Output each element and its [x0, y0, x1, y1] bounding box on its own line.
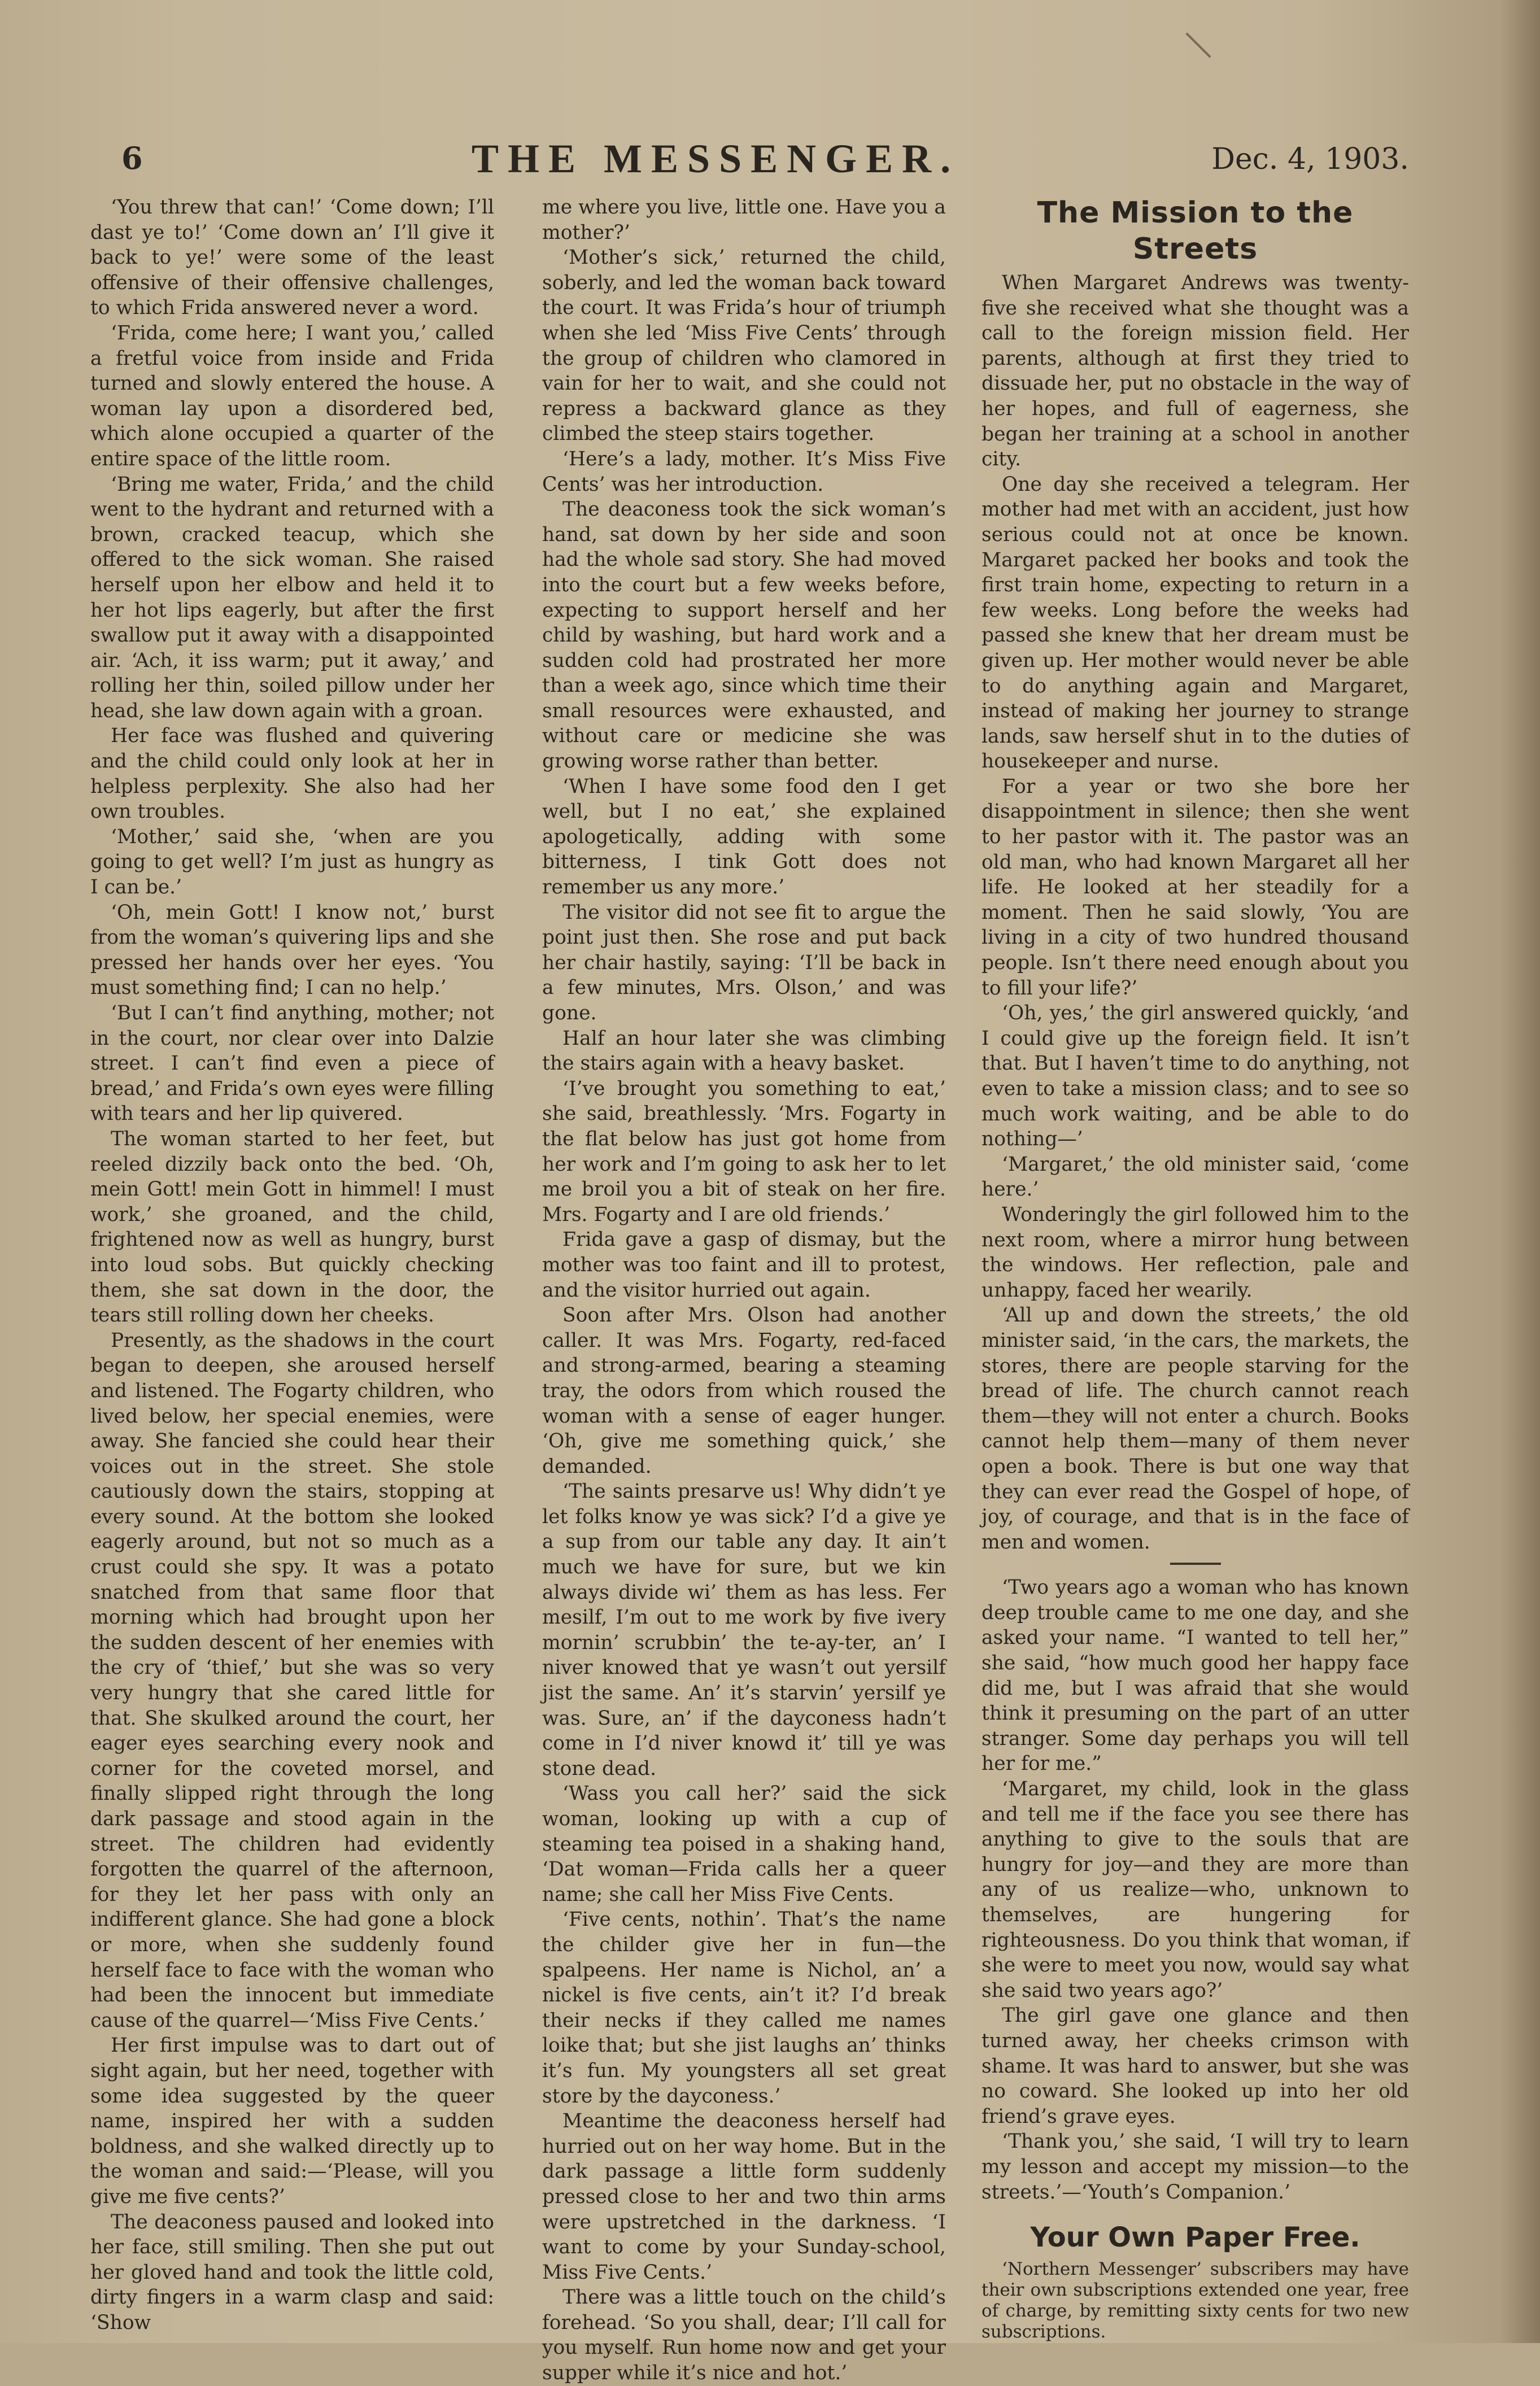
paragraph: Her first impulse was to dart out of sight again, but her need, together with some idea suggested by the queer name, inspired her with a sudden boldness, and she walked directly up to the woman and said:—‘Please, will you give me five cents?’ — [90, 2034, 494, 2208]
paragraph: ‘Frida, come here; I want you,’ called a fretful voice from inside and Frida turned and slowly entered the house. A woman lay upon a disordered bed, which alone occupied a quarter of the entire space of the little room. — [90, 321, 494, 470]
paragraph: For a year or two she bore her disappointment in silence; then she went to her pastor with it. The pastor was an old man, who had known Margaret all her life. He looked at her steadily for a moment. Then he said slowly, ‘You are living in a city of two hundred thousand people. Isn’t there need enough about you to fill your life?’ — [981, 775, 1409, 1000]
paragraph: The woman started to her feet, but reeled dizzily back onto the bed. ‘Oh, mein Gott! mein Gott in himmel! I must work,’ she groaned, and the child, frightened now as well as hungry, burst into loud sobs. But quickly checking them, she sat down in the door, the tears still rolling down her cheeks. — [90, 1127, 494, 1327]
paper-scratch-mark — [1185, 32, 1211, 58]
paragraph: ‘Bring me water, Frida,’ and the child went to the hydrant and returned with a brown, cracked teacup, which she offered to the sick woman. She raised herself upon her elbow and held it to her hot lips eagerly, but after the first swallow put it away with a disappointed air. ‘Ach, it iss warm; put it away,’ and rolling her thin, soiled pillow under her head, she law down again with a groan. — [90, 473, 494, 722]
paragraph: Frida gave a gasp of dismay, but the mother was too faint and ill to protest, and the visitor hurried out again. — [542, 1228, 946, 1302]
article-title: The Mission to the Streets — [1037, 196, 1354, 266]
paragraph: The visitor did not see fit to argue the point just then. She rose and put back her chair hastily, saying: ‘I’ll be back in a few minutes, Mrs. Olson,’ and was gone. — [542, 901, 946, 1024]
paragraph: Soon after Mrs. Olson had another caller. It was Mrs. Fogarty, red-faced and strong-armed, bearing a steaming tray, the odors from which roused the woman with a sense of eager hunger. ‘Oh, give me something quick,’ she demanded. — [542, 1304, 946, 1478]
paragraph: ‘Oh, mein Gott! I know not,’ burst from the woman’s quivering lips and she pressed her hands over her eyes. ‘You must something find; I can no help.’ — [90, 901, 494, 1000]
paragraph: ‘Margaret, my child, look in the glass and tell me if the face you see there has anything to give to the souls that are hungry for joy—and they are more than any of us realize—who, unknown to themselves, are hungering for righteousness. Do you think that woman, if she were to meet you now, would say what she said two years ago?’ — [981, 1778, 1409, 2002]
paragraph: The deaconess paused and looked into her face, still smiling. Then she put out her gloved hand and took the little cold, dirty fingers in a warm clasp and said: ‘Show — [90, 2210, 494, 2334]
column-1 — [90, 195, 494, 2335]
masthead-title: THE MESSENGER. — [472, 136, 960, 181]
column-3 — [981, 195, 1409, 2343]
page-header — [99, 136, 1432, 181]
paragraph: There was a little touch on the child’s forehead. ‘So you shall, dear; I’ll call for you myself. Run home now and get your supper while it’s nice and hot.’ — [542, 2286, 946, 2385]
notice-text: ‘Northern Messenger’ subscribers may have their own subscriptions extended one year, free of charge, by remitting sixty cents for two new subscriptions. — [981, 2259, 1409, 2343]
paragraph: When Margaret Andrews was twenty-five she received what she thought was a call to the foreign mission field. Her parents, although at first they tried to dissuade her, put no obstacle in the way of her hopes, and full of eagerness, she began her training at a school in another city. — [981, 272, 1409, 471]
paragraph: ‘Five cents, nothin’. That’s the name the childer give her in fun—the spalpeens. Her name is Nichol, an’ a nickel is five cents, ain’t it? I’d break their necks if they called me names loike that; but she jist laughs an’ thinks it’s fun. My youngsters all set great store by the dayconess.’ — [542, 1908, 946, 2108]
paragraph: ‘Margaret,’ the old minister said, ‘come here.’ — [981, 1153, 1409, 1201]
paragraph: me where you live, little one. Have you a mother?’ — [542, 196, 946, 244]
notice-box — [981, 2259, 1409, 2343]
paragraph: ‘You threw that can!’ ‘Come down; I’ll dast ye to!’ ‘Come down an’ I’ll give it back to ye!’ were some of the least offensive of their offensive challenges, to which Frida answered never a word. — [90, 196, 494, 320]
paragraph: ‘Here’s a lady, mother. It’s Miss Five Cents’ was her introduction. — [542, 447, 946, 496]
paragraph: Meantime the deaconess herself had hurried out on her way home. But in the dark passage a little form suddenly pressed close to her and two thin arms were upstretched in the darkness. ‘I want to come by your Sunday-school, Miss Five Cents.’ — [542, 2110, 946, 2284]
paragraph: Presently, as the shadows in the court began to deepen, she aroused herself and listened. The Fogarty children, who lived below, her special enemies, were away. She fancied she could hear their voices out in the street. She stole cautiously down the stairs, stopping at every sound. At the bottom she looked eagerly around, but not so much as a crust could she spy. It was a potato snatched from that same floor that morning which had brought upon her the sudden descent of her enemies with the cry of ‘thief,’ but she was so very very hungry that she cared little for that. She skulked around the court, her eager eyes searching every nook and corner for the coveted morsel, and finally slipped right through the long dark passage and stood again in the street. The children had evidently forgotten the quarrel of the afternoon, for they let her pass with only an indifferent glance. She had gone a block or more, when she suddenly found herself face to face with the woman who had been the innocent but immediate cause of the quarrel—‘Miss Five Cents.’ — [90, 1329, 494, 2032]
paragraph: ‘But I can’t find anything, mother; not in the court, nor clear over into Dalzie street. I can’t find even a piece of bread,’ and Frida’s own eyes were filling with tears and her lip quivered. — [90, 1002, 494, 1126]
section-divider — [1170, 1563, 1221, 1565]
paragraph: ‘I’ve brought you something to eat,’ she said, breathlessly. ‘Mrs. Fogarty in the flat below has just got home from her work and I’m going to ask her to let me broil you a bit of steak on her fire. Mrs. Fogarty and I are old friends.’ — [542, 1077, 946, 1226]
paragraph: Wonderingly the girl followed him to the next room, where a mirror hung between the windows. Her reflection, pale and unhappy, faced her wearily. — [981, 1203, 1409, 1302]
paragraph: ‘Oh, yes,’ the girl answered quickly, ‘and I could give up the foreign field. It isn’t that. But I haven’t time to do anything, not even to take a mission class; and to see so much work waiting, and be able to do nothing—’ — [981, 1002, 1409, 1151]
issue-date: Dec. 4, 1903. — [1211, 142, 1409, 176]
paragraph: ‘Thank you,’ she said, ‘I will try to learn my lesson and accept my mission—to the streets.’—‘Youth’s Companion.’ — [981, 2130, 1409, 2204]
paragraph: Half an hour later she was climbing the stairs again with a heavy basket. — [542, 1027, 946, 1075]
paragraph: ‘Mother,’ said she, ‘when are you going to get well? I’m just as hungry as I can be.’ — [90, 825, 494, 899]
paragraph: ‘Mother’s sick,’ returned the child, soberly, and led the woman back toward the court. It was Frida’s hour of triumph when she led ‘Miss Five Cents’ through the group of children who clamored in vain for her to wait, and she could not repress a backward glance as they climbed the steep stairs together. — [542, 246, 946, 446]
paragraph: Her face was flushed and quivering and the child could only look at her in helpless perplexity. She also had her own troubles. — [90, 725, 494, 823]
paragraph: The girl gave one glance and then turned away, her cheeks crimson with shame. It was hard to answer, but she was no coward. She looked up into her old friend’s grave eyes. — [981, 2004, 1409, 2128]
column-2 — [542, 195, 946, 2386]
paragraph: ‘All up and down the streets,’ the old minister said, ‘in the cars, the markets, the stores, there are people starving for the bread of life. The church cannot reach them—they will not enter a church. Books cannot help them—many of them never open a book. There is but one way that they can ever read the Gospel of hope, of joy, of courage, and that is in the face of men and women. — [981, 1304, 1410, 1554]
page-number: 6 — [121, 140, 143, 176]
paragraph: The deaconess took the sick woman’s hand, sat down by her side and soon had the whole sad story. She had moved into the court but a few weeks before, expecting to support herself and her child by washing, but hard work and a sudden cold had prostrated her more than a week ago, since which time their small resources were exhausted, and without care or medicine she was growing worse rather than better. — [542, 498, 946, 773]
paragraph: ‘Wass you call her?’ said the sick woman, looking up with a cup of steaming tea poised in a shaking hand, ‘Dat woman—Frida calls her a queer name; she call her Miss Five Cents. — [542, 1782, 946, 1906]
paragraph: ‘When I have some food den I get well, but I no eat,’ she explained apologetically, adding with some bitterness, I tink Gott does not remember us any more.’ — [542, 775, 946, 899]
paragraph: One day she received a telegram. Her mother had met with an accident, just how serious could not at once be known. Margaret packed her books and took the first train home, expecting to return in a few weeks. Long before the weeks had passed she knew that her dream must be given up. Her mother would never be able to do anything again and Margaret, instead of making her journey to strange lands, saw herself shut in to the duties of housekeeper and nurse. — [981, 473, 1409, 773]
notice-title: Your Own Paper Free. — [1030, 2222, 1360, 2254]
paragraph: ‘The saints presarve us! Why didn’t ye let folks know ye was sick? I’d a give ye a sup from our table any day. It ain’t much we have for sure, but we kin always divide wi’ them as has less. Fer mesilf, I’m out to me work by five ivery mornin’ scrubbin’ the te-ay-ter, an’ I niver knowed that ye wasn’t out yersilf jist the same. An’ it’s starvin’ yersilf ye was. Sure, an’ if the dayconess hadn’t come in I’d niver knowd it’ till ye was stone dead. — [542, 1480, 946, 1780]
paragraph: ‘Two years ago a woman who has known deep trouble came to me one day, and she asked your name. “I wanted to tell her,” she said, “how much good her happy face did me, but I was afraid that she would think it presuming on the part of an utter stranger. Some day perhaps you will tell her for me.” — [981, 1576, 1409, 1776]
